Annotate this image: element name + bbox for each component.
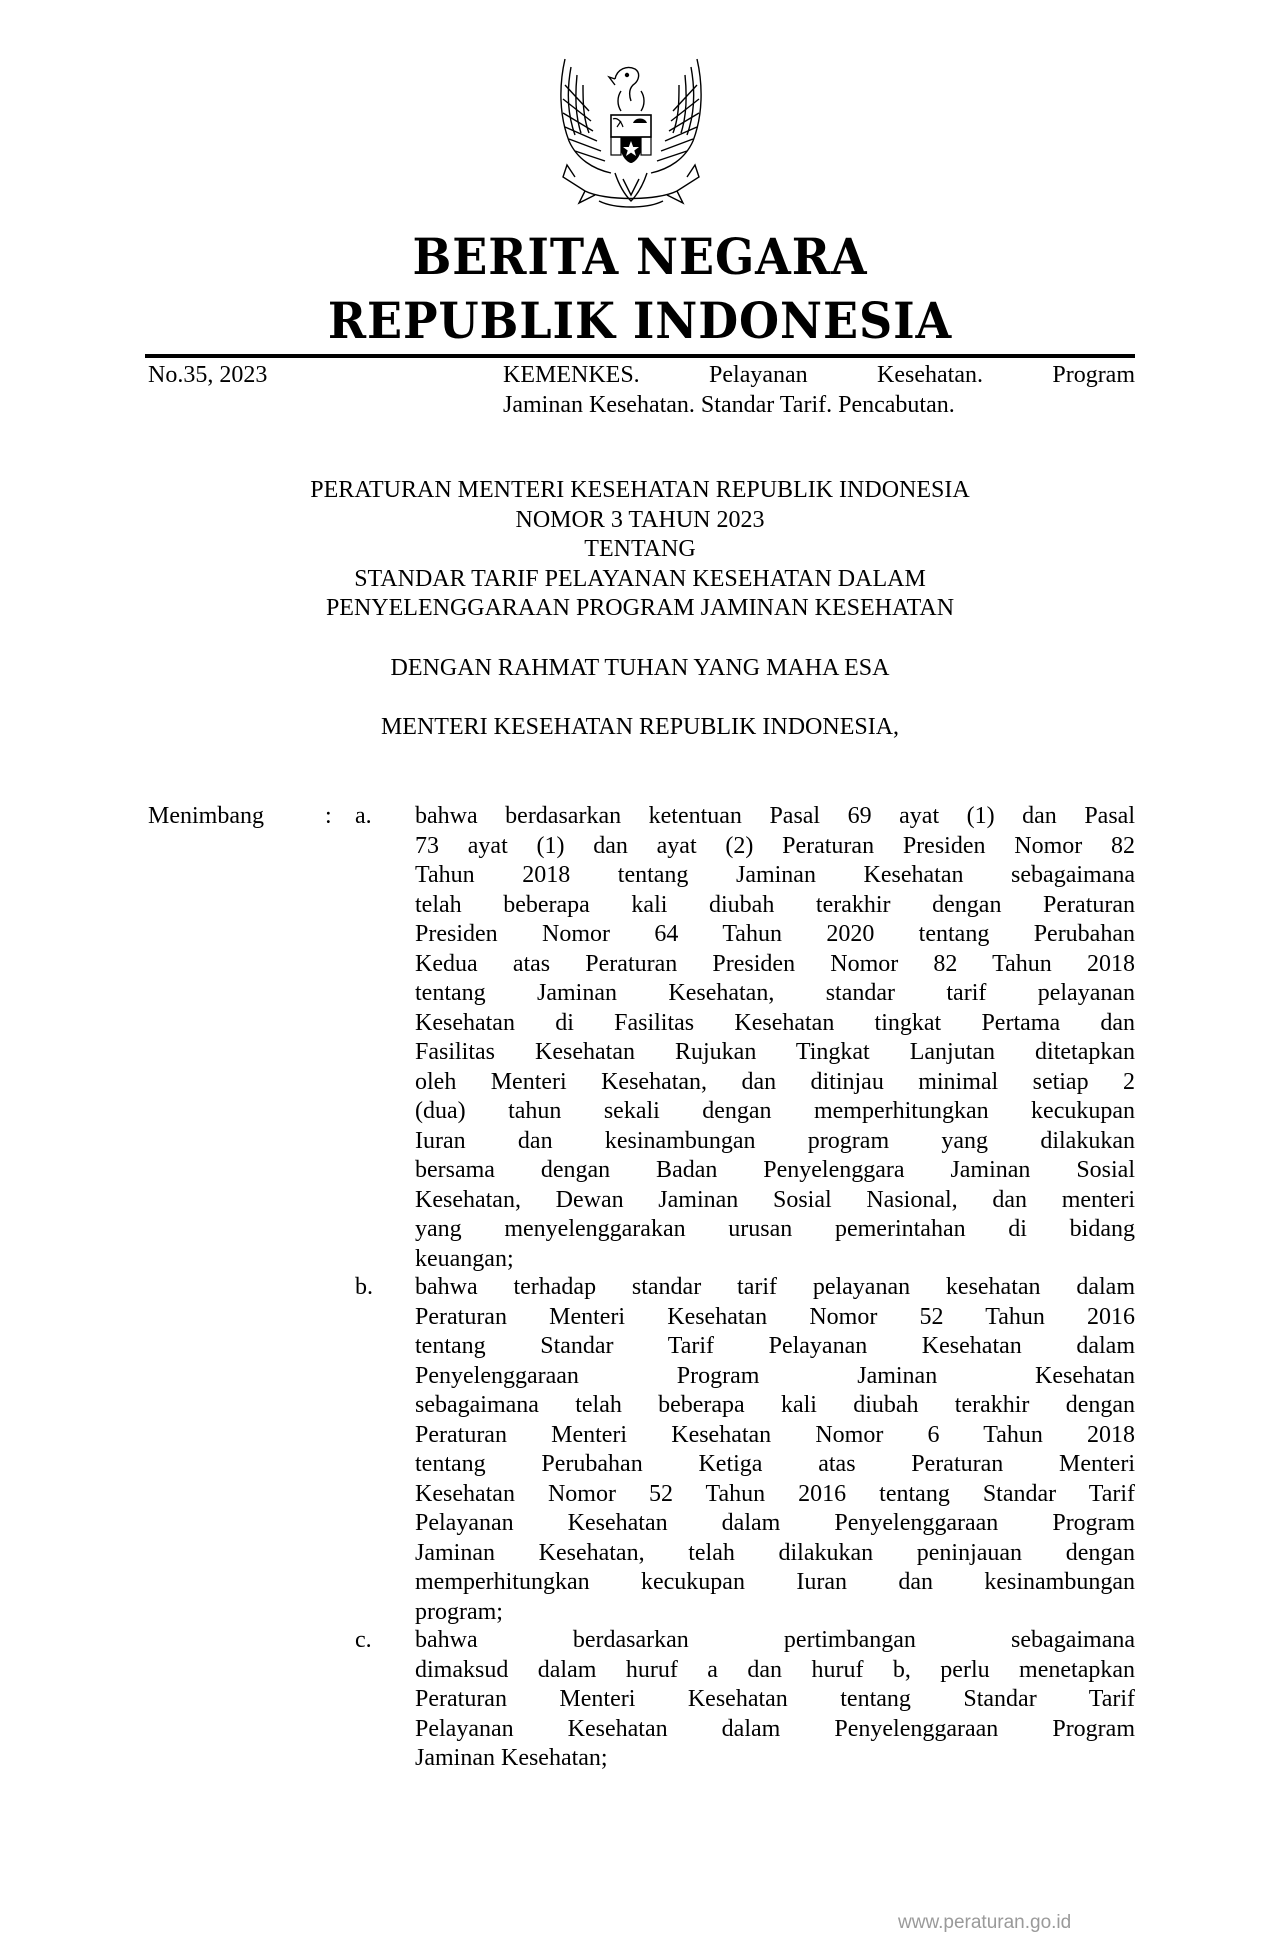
text-line: yang menyelenggarakan urusan pemerintahan di bidang	[415, 1216, 1135, 1242]
gazette-number: No.35, 2023	[148, 362, 268, 388]
regulation-heading	[145, 476, 1135, 624]
text-line: Jaminan Kesehatan;	[415, 1745, 608, 1771]
item-text	[415, 802, 1135, 1274]
text-line: tentang Jaminan Kesehatan, standar tarif pelayanan	[415, 980, 1135, 1006]
regulation-number: NOMOR 3 TAHUN 2023	[515, 506, 765, 533]
text-line: Kesehatan di Fasilitas Kesehatan tingkat Pertama dan	[415, 1009, 1135, 1036]
text-line: Jaminan Kesehatan, telah dilakukan peninjauan dengan	[415, 1539, 1135, 1566]
text-line: program;	[415, 1598, 503, 1625]
menimbang-label: Menimbang	[148, 803, 264, 829]
text-line: Peraturan Menteri Kesehatan Nomor 6 Tahun 2018	[415, 1421, 1135, 1448]
text-line: Pelayanan Kesehatan dalam Penyelenggaraan Program	[415, 1510, 1135, 1536]
item-text	[415, 1626, 1135, 1774]
text-line: Tahun 2018 tentang Jaminan Kesehatan sebagaimana	[415, 862, 1135, 888]
invocation: DENGAN RAHMAT TUHAN YANG MAHA ESA	[390, 655, 890, 681]
text-line: Kesehatan, Dewan Jaminan Sosial Nasional, dan menteri	[415, 1186, 1135, 1213]
garuda-pancasila-emblem-icon	[555, 55, 707, 213]
text-line: tentang Standar Tarif Pelayanan Kesehatan dalam	[415, 1333, 1135, 1359]
text-line: telah beberapa kali diubah terakhir dengan Peraturan	[415, 891, 1135, 918]
item-letter: b.	[355, 1274, 373, 1300]
item-letter: a.	[355, 803, 372, 829]
gazette-subject-line: KEMENKES. Pelayanan Kesehatan. Program	[503, 362, 1135, 388]
text-line: (dua) tahun sekali dengan memperhitungkan kecukupan	[415, 1098, 1135, 1124]
header-divider	[145, 354, 1135, 358]
regulation-about: TENTANG	[584, 536, 696, 562]
text-line: keuangan;	[415, 1245, 514, 1272]
item-text	[415, 1273, 1135, 1627]
issuer: MENTERI KESEHATAN REPUBLIK INDONESIA,	[380, 714, 900, 740]
gazette-subject	[503, 360, 1135, 420]
item-letter: c.	[355, 1627, 372, 1653]
footer-watermark-url[interactable]: www.peraturan.go.id	[898, 1912, 1072, 1933]
regulation-subject-line: PENYELENGGARAAN PROGRAM JAMINAN KESEHATAN	[325, 595, 955, 621]
text-line: 73 ayat (1) dan ayat (2) Peraturan Presiden Nomor 82	[415, 832, 1135, 859]
text-line: Pelayanan Kesehatan dalam Penyelenggaraan Program	[415, 1715, 1135, 1742]
text-line: Peraturan Menteri Kesehatan tentang Standar Tarif	[415, 1686, 1135, 1712]
text-line: Fasilitas Kesehatan Rujukan Tingkat Lanjutan ditetapkan	[415, 1039, 1135, 1065]
regulation-heading-line: PERATURAN MENTERI KESEHATAN REPUBLIK INDONESIA	[310, 477, 970, 503]
text-line: Peraturan Menteri Kesehatan Nomor 52 Tahun 2016	[415, 1303, 1135, 1330]
text-line: dimaksud dalam huruf a dan huruf b, perlu menetapkan	[415, 1656, 1135, 1683]
text-line: bahwa berdasarkan pertimbangan sebagaimana	[415, 1627, 1135, 1653]
text-line: oleh Menteri Kesehatan, dan ditinjau minimal setiap 2	[415, 1068, 1135, 1095]
text-line: Presiden Nomor 64 Tahun 2020 tentang Perubahan	[415, 921, 1135, 947]
text-line: tentang Perubahan Ketiga atas Peraturan Menteri	[415, 1451, 1135, 1477]
text-line: Kesehatan Nomor 52 Tahun 2016 tentang Standar Tarif	[415, 1480, 1135, 1507]
text-line: bahwa berdasarkan ketentuan Pasal 69 ayat (1) dan Pasal	[415, 803, 1135, 829]
text-line: Kedua atas Peraturan Presiden Nomor 82 Tahun 2018	[415, 950, 1135, 977]
text-line: Penyelenggaraan Program Jaminan Kesehatan	[415, 1362, 1135, 1389]
text-line: bahwa terhadap standar tarif pelayanan kesehatan dalam	[415, 1274, 1135, 1300]
text-line: Iuran dan kesinambungan program yang dilakukan	[415, 1127, 1135, 1154]
text-line: bersama dengan Badan Penyelenggara Jaminan Sosial	[415, 1157, 1135, 1183]
text-line: sebagaimana telah beberapa kali diubah terakhir dengan	[415, 1392, 1135, 1418]
regulation-subject-line: STANDAR TARIF PELAYANAN KESEHATAN DALAM	[354, 565, 926, 592]
gazette-title-line-1: BERITA NEGARA	[412, 227, 868, 286]
text-line: memperhitungkan kecukupan Iuran dan kesinambungan	[415, 1569, 1135, 1595]
gazette-title-line-2: REPUBLIK INDONESIA	[327, 291, 953, 350]
menimbang-colon: :	[325, 803, 332, 829]
gazette-subject-line: Jaminan Kesehatan. Standar Tarif. Pencabutan.	[503, 392, 955, 418]
